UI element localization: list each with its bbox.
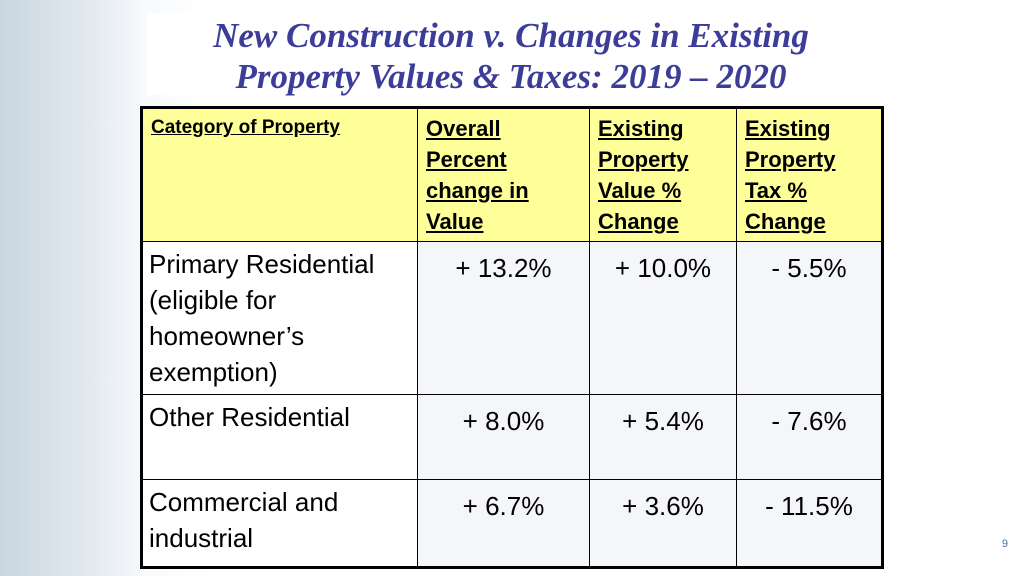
slide-title xyxy=(147,15,875,97)
row-category: Other Residential xyxy=(142,395,418,480)
table-row xyxy=(142,395,883,480)
page-number: 9 xyxy=(1001,538,1008,550)
header-value-change: Existing Property Value % Change xyxy=(590,108,737,242)
property-change-table xyxy=(140,106,884,569)
header-tax-change: Existing Property Tax % Change xyxy=(737,108,883,242)
header-overall-change: Overall Percent change in Value xyxy=(418,108,590,242)
tax-change-cell: - 7.6% xyxy=(737,395,883,480)
value-change-cell: + 10.0% xyxy=(590,242,737,395)
title-line-1: New Construction v. Changes in Existing xyxy=(213,16,809,55)
tax-change-cell: - 11.5% xyxy=(737,480,883,568)
title-line-2: Property Values & Taxes: 2019 – 2020 xyxy=(235,57,787,96)
table-row xyxy=(142,242,883,395)
row-category: Primary Residential (eligible for homeowner’s exemption) xyxy=(142,242,418,395)
tax-change-cell: - 5.5% xyxy=(737,242,883,395)
value-change-cell: + 5.4% xyxy=(590,395,737,480)
overall-change-cell: + 8.0% xyxy=(418,395,590,480)
title-box xyxy=(147,13,875,95)
table-row xyxy=(142,480,883,568)
row-category: Commercial and industrial xyxy=(142,480,418,568)
overall-change-cell: + 13.2% xyxy=(418,242,590,395)
header-category: Category of Property xyxy=(142,108,418,242)
overall-change-cell: + 6.7% xyxy=(418,480,590,568)
value-change-cell: + 3.6% xyxy=(590,480,737,568)
table-header-row xyxy=(142,108,883,242)
